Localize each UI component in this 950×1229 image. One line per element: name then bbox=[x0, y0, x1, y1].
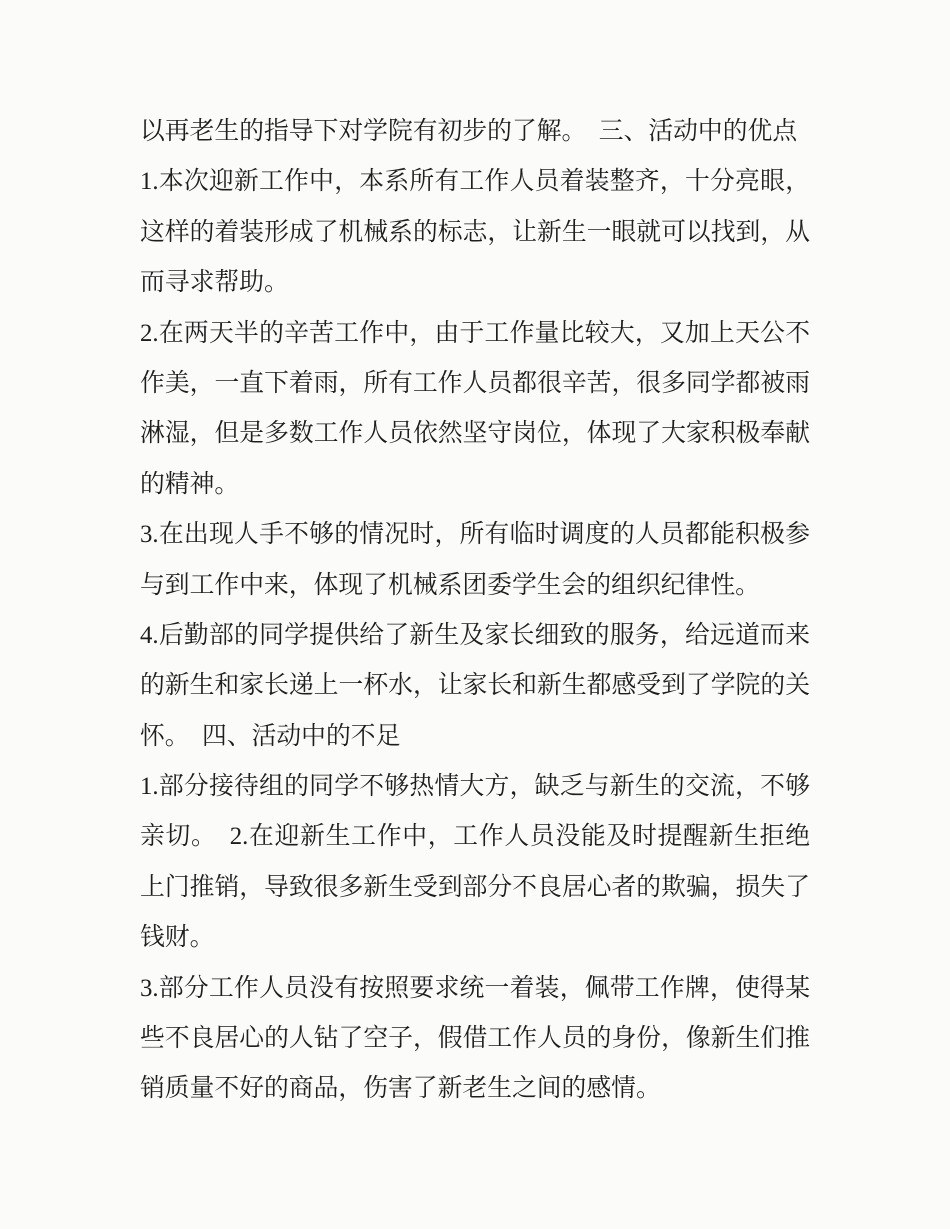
text-line: 的新生和家长递上一杯水，让家长和新生都感受到了学院的关 bbox=[140, 672, 810, 700]
text-line: 销质量不好的商品，伤害了新老生之间的感情。 bbox=[140, 1075, 661, 1103]
text-line: 以再老生的指导下对学院有初步的了解。 三、活动中的优点 bbox=[140, 118, 798, 145]
text-line: 淋湿，但是多数工作人员依然坚守岗位，体现了大家积极奉献 bbox=[140, 420, 810, 448]
text-line: 上门推销，导致很多新生受到部分不良居心者的欺骗，损失了 bbox=[140, 873, 810, 901]
text-line: 亲切。 2.在迎新生工作中，工作人员没能及时提醒新生拒绝 bbox=[140, 823, 810, 851]
text-line: 2.在两天半的辛苦工作中，由于工作量比较大，又加上天公不 bbox=[140, 319, 810, 347]
text-line: 的精神。 bbox=[140, 470, 240, 498]
text-line: 与到工作中来，体现了机械系团委学生会的组织纪律性。 bbox=[140, 571, 760, 599]
text-line: 这样的着装形成了机械系的标志，让新生一眼就可以找到，从 bbox=[140, 218, 810, 246]
text-line: 作美，一直下着雨，所有工作人员都很辛苦，很多同学都被雨 bbox=[140, 369, 810, 397]
text-line: 些不良居心的人钻了空子，假借工作人员的身份，像新生们推 bbox=[140, 1025, 810, 1053]
text-line: 钱财。 bbox=[140, 924, 215, 952]
text-line: 1.本次迎新工作中，本系所有工作人员着装整齐，十分亮眼， bbox=[140, 168, 810, 196]
text-line: 4.后勤部的同学提供给了新生及家长细致的服务，给远道而来 bbox=[140, 621, 810, 649]
text-line: 3.部分工作人员没有按照要求统一着装，佩带工作牌，使得某 bbox=[140, 974, 810, 1002]
text-line: 而寻求帮助。 bbox=[140, 269, 289, 297]
text-line: 3.在出现人手不够的情况时，所有临时调度的人员都能积极参 bbox=[140, 521, 810, 549]
text-line: 怀。 四、活动中的不足 bbox=[140, 722, 401, 750]
text-line: 1.部分接待组的同学不够热情大方，缺乏与新生的交流，不够 bbox=[140, 773, 810, 801]
